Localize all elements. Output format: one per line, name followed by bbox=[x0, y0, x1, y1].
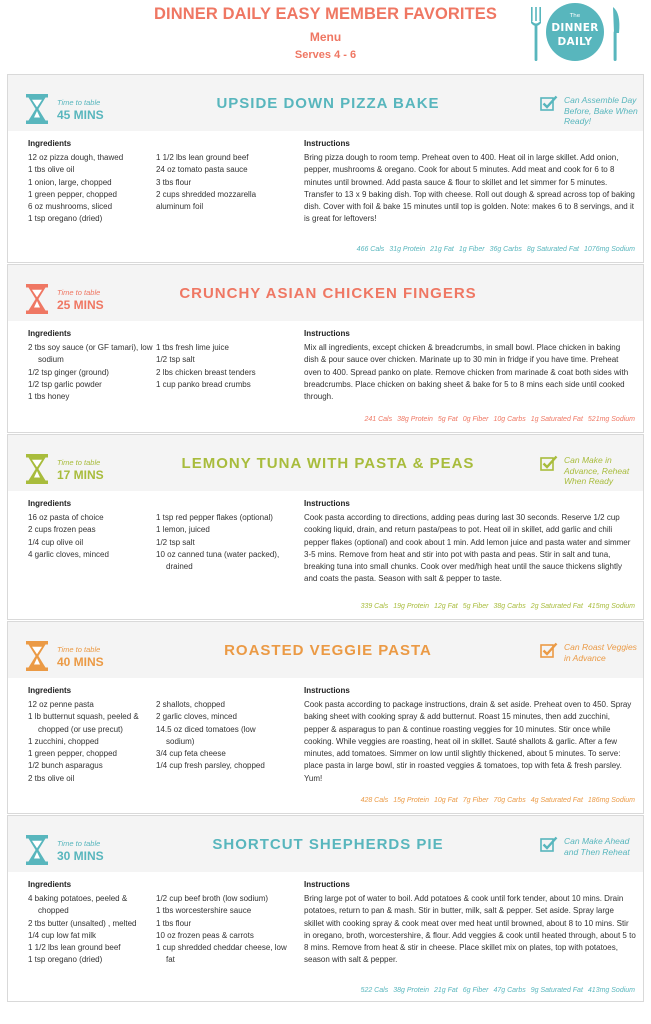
ingredient-item: 2 cups frozen peas bbox=[28, 525, 96, 535]
ingredient-item: 1 tbs olive oil bbox=[28, 165, 75, 175]
ingredient-item: 2 tbs olive oil bbox=[28, 773, 75, 783]
ingredients-list-col2 bbox=[156, 893, 296, 967]
time-to-table-value: 40 MINS bbox=[57, 655, 104, 669]
ingredient-item: 1 tbs honey bbox=[28, 392, 70, 402]
logo-circle: The DINNER DAILY bbox=[546, 3, 604, 61]
ingredient-item: 1/2 bunch asparagus bbox=[28, 761, 103, 771]
ingredient-item: 3/4 cup feta cheese bbox=[156, 749, 226, 759]
ingredient-item: 1/2 tsp garlic powder bbox=[28, 379, 102, 389]
prep-note-text: Can Assemble Day Before, Bake When Ready! bbox=[564, 95, 638, 126]
ingredients-heading: Ingredients bbox=[28, 880, 72, 889]
instructions-text: Cook pasta according to directions, adding peas during last 30 seconds. Reserve 1/2 cup cooking liquid, drain, and return pasta/peas to pot. Heat oil in skillet, add garlic and chili pepper flakes (optional) and cook about 1 min. Add lemon juice and pasta water and simmer 3-5 mins. Remove from heat and stir into pot with pasta and peas. Stir in salt and tuna, breaking tuna into small chunks. Cook over med/high heat until the sauce thickens slightly and coats the pasta. Season with salt & pepper to taste. bbox=[304, 513, 631, 584]
ingredient-item: 1 tbs worcestershire sauce bbox=[156, 906, 252, 916]
checkbox-checked-icon bbox=[540, 836, 558, 852]
ingredient-item: 1/4 cup olive oil bbox=[28, 537, 84, 547]
ingredient-item: 1 onion, large, chopped bbox=[28, 177, 112, 187]
ingredients-list-col1 bbox=[28, 699, 153, 785]
time-to-table-label: Time to table bbox=[57, 839, 101, 848]
ingredient-item: 1/2 cup beef broth (low sodium) bbox=[156, 894, 269, 903]
nutrition-facts: 241 Cals 38g Protein 5g Fat 0g Fiber 10g Carbs 1g Saturated Fat 521mg Sodium bbox=[364, 416, 635, 423]
ingredient-item: 1 lb butternut squash, peeled & chopped (or use precut) bbox=[28, 712, 139, 734]
ingredients-heading: Ingredients bbox=[28, 686, 72, 695]
ingredient-item: aluminum foil bbox=[156, 202, 204, 212]
ingredient-item: 1 zucchini, chopped bbox=[28, 736, 99, 746]
ingredient-item: 2 garlic cloves, minced bbox=[156, 712, 237, 722]
ingredient-item: 2 shallots, chopped bbox=[156, 700, 225, 709]
ingredient-item: 4 baking potatoes, peeled & chopped bbox=[28, 894, 128, 916]
time-to-table-label: Time to table bbox=[57, 458, 101, 467]
ingredient-item: 2 tbs soy sauce (or GF tamari), low sodium bbox=[28, 343, 153, 365]
instructions-heading: Instructions bbox=[304, 139, 350, 148]
prep-note-text: Can Make Ahead and Then Reheat bbox=[564, 836, 630, 857]
ingredient-item: 2 lbs chicken breast tenders bbox=[156, 367, 256, 377]
nutrition-facts: 428 Cals 15g Protein 10g Fat 7g Fiber 70g Carbs 4g Saturated Fat 186mg Sodium bbox=[360, 797, 635, 804]
recipe-card bbox=[7, 434, 644, 620]
ingredient-item: 1 tbs flour bbox=[156, 918, 192, 928]
time-to-table-label: Time to table bbox=[57, 645, 101, 654]
prep-note-text: Can Make in Advance, Reheat When Ready bbox=[564, 455, 630, 486]
instructions-text: Cook pasta according to package instructions, drain & set aside. Preheat oven to 450. Spray baking sheet with cooking spray & add butternut. Roast 15 minutes, then add zucchini, pepper & asparagus to pan & continue roasting veggies for 10 minutes. Stir once while cooking. While veggies are roasting, heat oil in skillet. Sauté shallots & garlic. After a few minutes, add tomatoes. Simmer on low until slightly thickened, about 5 minutes. To serve: place pasta in large bowl, stir in roasted veggies & tomatoes, top with feta & fresh parsley. Yum! bbox=[304, 700, 632, 783]
ingredient-item: 10 oz frozen peas & carrots bbox=[156, 930, 254, 940]
checkbox-checked-icon bbox=[540, 95, 558, 111]
ingredient-item: 10 oz canned tuna (water packed), drained bbox=[156, 549, 280, 572]
recipe-title: LEMONY TUNA WITH PASTA & PEAS bbox=[181, 455, 475, 472]
recipe-card bbox=[7, 74, 644, 263]
ingredient-item: 1/2 tsp salt bbox=[156, 537, 195, 547]
ingredient-item: 1 green pepper, chopped bbox=[28, 749, 117, 759]
ingredients-heading: Ingredients bbox=[28, 499, 72, 508]
ingredients-list-col2 bbox=[156, 699, 286, 773]
ingredients-list-col1 bbox=[28, 512, 156, 561]
hourglass-icon bbox=[26, 641, 48, 671]
ingredient-item: 1/2 tsp ginger (ground) bbox=[28, 367, 109, 377]
checkbox-checked-icon bbox=[540, 455, 558, 471]
hourglass-icon bbox=[26, 284, 48, 314]
ingredients-list-col1 bbox=[28, 893, 153, 967]
time-to-table-value: 17 MINS bbox=[57, 468, 104, 482]
ingredient-item: 1 1/2 lbs lean ground beef bbox=[28, 943, 121, 953]
recipe-title: ROASTED VEGGIE PASTA bbox=[224, 642, 432, 659]
ingredient-item: 12 oz pizza dough, thawed bbox=[28, 153, 124, 162]
instructions-heading: Instructions bbox=[304, 880, 350, 889]
ingredient-item: 1 cup panko bread crumbs bbox=[156, 379, 251, 389]
ingredient-item: 2 cups shredded mozzarella bbox=[156, 189, 257, 199]
ingredient-item: 1/4 cup low fat milk bbox=[28, 930, 97, 940]
recipe-title: SHORTCUT SHEPHERDS PIE bbox=[212, 836, 444, 853]
instructions-text: Mix all ingredients, except chicken & breadcrumbs, in small bowl. Place chicken in baking dish & pour sauce over chicken. Marinate up to 30 min in fridge if you have time. Preheat oven to 400. Spread panko on plate. Remove chicken from marinade & coat both sides with breadcrumbs. Place chicken on baking sheet & bake for 5 to 8 mins each side until cooked through. bbox=[304, 343, 629, 402]
ingredients-heading: Ingredients bbox=[28, 139, 72, 148]
time-to-table-label: Time to table bbox=[57, 288, 101, 297]
serves-label: Serves 4 - 6 bbox=[294, 49, 357, 61]
prep-note-text: Can Roast Veggies in Advance bbox=[564, 642, 637, 663]
hourglass-icon bbox=[26, 835, 48, 865]
ingredient-item: 1 cup shredded cheddar cheese, low fat bbox=[156, 943, 287, 965]
knife-icon bbox=[610, 7, 622, 61]
ingredient-item: 1 lemon, juiced bbox=[156, 525, 210, 535]
instructions-heading: Instructions bbox=[304, 686, 350, 695]
checkbox-checked-icon bbox=[540, 642, 558, 658]
ingredients-list-col2 bbox=[156, 342, 296, 391]
ingredient-item: 1 tbs fresh lime juice bbox=[156, 343, 229, 352]
recipe-card bbox=[7, 815, 644, 1002]
time-to-table-value: 30 MINS bbox=[57, 849, 104, 863]
time-to-table-value: 25 MINS bbox=[57, 298, 104, 312]
ingredient-item: 1 tsp red pepper flakes (optional) bbox=[156, 513, 273, 522]
ingredients-list-col1 bbox=[28, 152, 156, 226]
nutrition-facts: 522 Cals 38g Protein 21g Fat 6g Fiber 47g Carbs 9g Saturated Fat 413mg Sodium bbox=[360, 987, 635, 994]
instructions-heading: Instructions bbox=[304, 329, 350, 338]
ingredient-item: 6 oz mushrooms, sliced bbox=[28, 202, 113, 212]
ingredient-item: 24 oz tomato pasta sauce bbox=[156, 165, 248, 175]
instructions-text: Bring pizza dough to room temp. Preheat oven to 400. Heat oil in large skillet. Add onion, pepper, mushrooms & oregano. Cook for about 5 minutes. Add meat and cook for 6 to 8 minutes until browned. Add pasta sauce & flour to skillet and let simmer for 5 minutes. Transfer to 13 x 9 baking dish. Top with cheese. Roll out dough & spread across top of baking dish. Cover with foil & bake 15 minutes until top is golden. Note: makes 6 to 8 servings, and it is great for leftovers! bbox=[304, 153, 635, 224]
ingredients-list-col1 bbox=[28, 342, 153, 403]
ingredient-item: 3 tbs flour bbox=[156, 177, 192, 187]
recipe-card bbox=[7, 621, 644, 814]
instructions-heading: Instructions bbox=[304, 499, 350, 508]
ingredient-item: 1/2 tsp salt bbox=[156, 355, 195, 365]
ingredient-item: 4 garlic cloves, minced bbox=[28, 549, 109, 559]
ingredient-item: 14.5 oz diced tomatoes (low sodium) bbox=[156, 724, 256, 746]
ingredient-item: 1 tsp oregano (dried) bbox=[28, 214, 103, 224]
recipe-card bbox=[7, 264, 644, 433]
ingredient-item: 12 oz penne pasta bbox=[28, 700, 94, 709]
ingredient-item: 1/4 cup fresh parsley, chopped bbox=[156, 761, 265, 771]
nutrition-facts: 466 Cals 31g Protein 21g Fat 1g Fiber 36g Carbs 8g Saturated Fat 1076mg Sodium bbox=[356, 246, 635, 253]
recipe-title: CRUNCHY ASIAN CHICKEN FINGERS bbox=[179, 285, 477, 302]
fork-icon bbox=[530, 7, 542, 61]
recipe-title: UPSIDE DOWN PIZZA BAKE bbox=[216, 95, 440, 112]
ingredient-item: 2 tbs butter (unsalted) , melted bbox=[28, 918, 137, 928]
ingredient-item: 16 oz pasta of choice bbox=[28, 513, 104, 522]
ingredients-list-col2 bbox=[156, 512, 301, 573]
dinner-daily-logo bbox=[528, 3, 624, 63]
ingredients-list-col2 bbox=[156, 152, 296, 213]
time-to-table-value: 45 MINS bbox=[57, 108, 104, 122]
ingredients-heading: Ingredients bbox=[28, 329, 72, 338]
ingredient-item: 1 green pepper, chopped bbox=[28, 189, 117, 199]
ingredient-item: 1 1/2 lbs lean ground beef bbox=[156, 153, 249, 162]
nutrition-facts: 339 Cals 19g Protein 12g Fat 5g Fiber 38g Carbs 2g Saturated Fat 415mg Sodium bbox=[360, 603, 635, 610]
ingredient-item: 1 tsp oregano (dried) bbox=[28, 955, 103, 965]
time-to-table-label: Time to table bbox=[57, 98, 101, 107]
instructions-text: Bring large pot of water to boil. Add potatoes & cook until fork tender, about 10 mins. Drain potatoes, return to pan & mash. Stir in butter, milk, salt & pepper. Set aside. Spray large skillet with cooking spray & cook meat over med heat until browned, about 8 to 10 mins. Stir in oregano, broth, worcestershire, & flour. Add veggies & cook until heated through, about 5 to 8 mins. Remove from heat & stir in cheese. Place skillet mix on plates, top with potatoes, season with salt & pepper. bbox=[304, 894, 636, 965]
menu-title: DINNER DAILY EASY MEMBER FAVORITES bbox=[154, 5, 497, 23]
menu-subtitle: Menu bbox=[309, 30, 342, 44]
hourglass-icon bbox=[26, 454, 48, 484]
hourglass-icon bbox=[26, 94, 48, 124]
